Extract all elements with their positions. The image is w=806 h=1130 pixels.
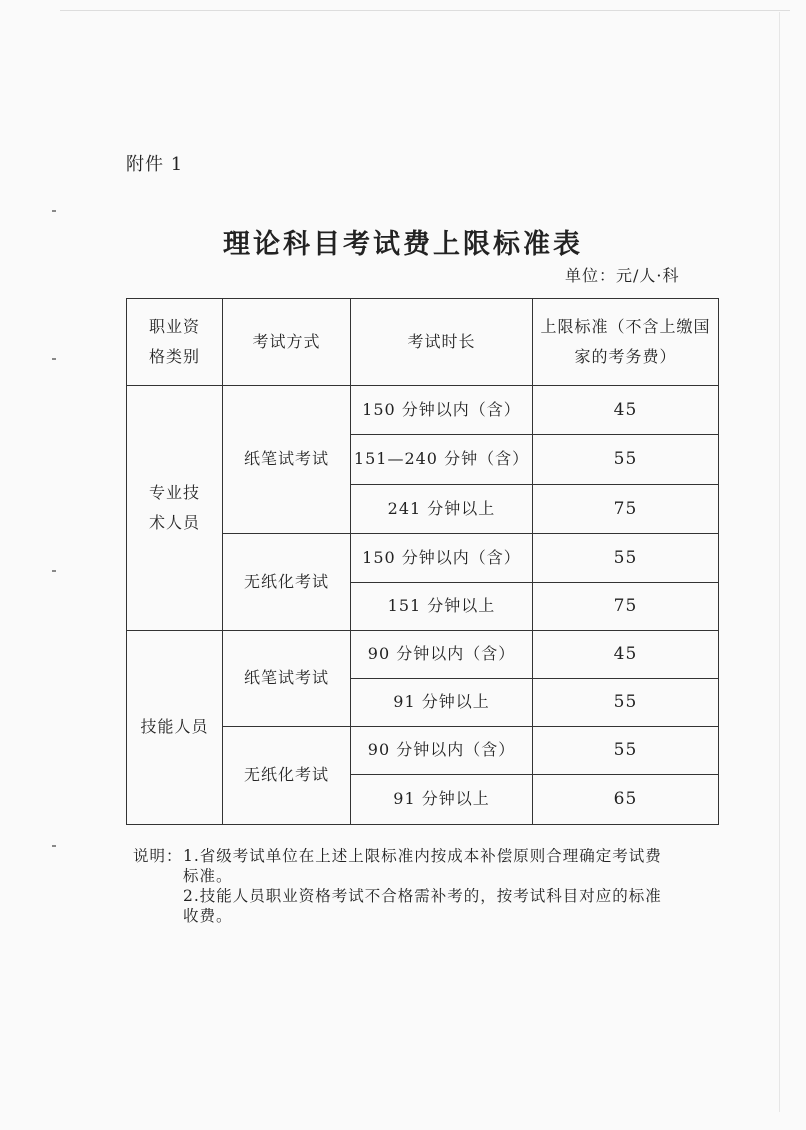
header-category: 职业资格类别	[127, 299, 223, 386]
note-text: 2.技能人员职业资格考试不合格需补考的，按考试科目对应的标准收费。	[183, 887, 662, 925]
note-item	[133, 886, 663, 926]
header-duration: 考试时长	[351, 299, 533, 386]
duration-cell: 91 分钟以上	[351, 775, 533, 825]
attachment-label: 附件 1	[126, 154, 184, 175]
duration-cell: 90 分钟以内（含）	[351, 631, 533, 679]
table-row	[127, 386, 719, 435]
unit-label: 单位：元/人·科	[565, 266, 680, 285]
header-method: 考试方式	[223, 299, 351, 386]
scan-mark	[52, 845, 56, 847]
fee-standard-table	[126, 298, 719, 825]
limit-cell: 55	[533, 534, 719, 583]
limit-cell: 55	[533, 435, 719, 485]
duration-cell: 241 分钟以上	[351, 485, 533, 534]
method-cell: 无纸化考试	[223, 727, 351, 825]
limit-cell: 75	[533, 485, 719, 534]
method-cell: 纸笔试考试	[223, 386, 351, 534]
document-title: 理论科目考试费上限标准表	[223, 229, 583, 260]
method-cell: 纸笔试考试	[223, 631, 351, 727]
header-row	[127, 299, 719, 386]
scan-mark	[52, 570, 56, 572]
notes-section	[133, 846, 663, 926]
duration-cell: 90 分钟以内（含）	[351, 727, 533, 775]
duration-cell: 151—240 分钟（含）	[351, 435, 533, 485]
limit-cell: 55	[533, 727, 719, 775]
scan-mark	[52, 210, 56, 212]
header-limit: 上限标准（不含上缴国家的考务费）	[533, 299, 719, 386]
page-edge-top	[60, 10, 790, 11]
duration-cell: 150 分钟以内（含）	[351, 386, 533, 435]
limit-cell: 55	[533, 679, 719, 727]
duration-cell: 91 分钟以上	[351, 679, 533, 727]
table-row	[127, 631, 719, 679]
limit-cell: 65	[533, 775, 719, 825]
note-text: 1.省级考试单位在上述上限标准内按成本补偿原则合理确定考试费标准。	[183, 847, 662, 885]
limit-cell: 45	[533, 386, 719, 435]
limit-cell: 75	[533, 583, 719, 631]
note-item	[133, 846, 663, 886]
notes-prefix: 说明：	[133, 847, 183, 865]
limit-cell: 45	[533, 631, 719, 679]
category-cell: 技能人员	[127, 631, 223, 825]
fee-table-container	[126, 298, 719, 825]
page-edge-right	[779, 12, 780, 1112]
method-cell: 无纸化考试	[223, 534, 351, 631]
duration-cell: 150 分钟以内（含）	[351, 534, 533, 583]
duration-cell: 151 分钟以上	[351, 583, 533, 631]
category-cell: 专业技术人员	[127, 386, 223, 631]
scan-mark	[52, 358, 56, 360]
